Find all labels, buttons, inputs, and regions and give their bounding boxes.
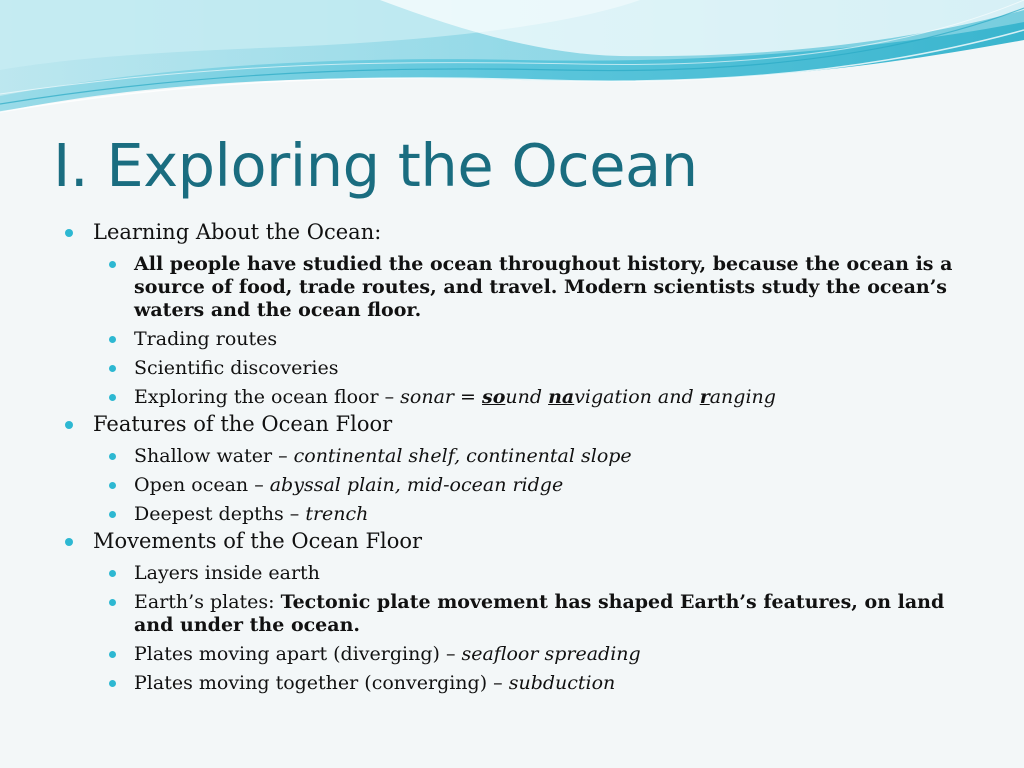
list-item-plates-apart xyxy=(62,643,967,666)
wave-header-decoration xyxy=(0,0,1024,130)
list-item-shallow-water xyxy=(62,445,967,468)
list-item-italic: abyssal plain, mid-ocean ridge xyxy=(269,474,564,496)
slide-content xyxy=(62,217,967,695)
list-item-italic: seafloor spreading xyxy=(461,643,641,665)
list-item-lead: Earth’s plates: xyxy=(134,591,281,613)
list-item-trading-routes xyxy=(62,328,967,351)
list-item-exploring-floor xyxy=(62,386,967,409)
list-item-earths-plates xyxy=(62,591,967,637)
acronym-letters-na: na xyxy=(548,386,575,408)
list-item-deepest-depths xyxy=(62,503,967,526)
acronym-rest-vigation: vigation and xyxy=(574,386,700,408)
acronym-letters-so: so xyxy=(482,386,506,408)
bullet-icon xyxy=(109,365,116,372)
sonar-term: sonar xyxy=(400,386,455,408)
list-item-layers xyxy=(62,562,967,585)
list-item-lead: Exploring the ocean floor – xyxy=(134,386,401,408)
bullet-icon xyxy=(109,336,116,343)
list-item-open-ocean xyxy=(62,474,967,497)
list-item-lead: Shallow water – xyxy=(134,445,294,467)
section-heading-text: Features of the Ocean Floor xyxy=(93,412,393,436)
list-item-lead: Plates moving apart (diverging) – xyxy=(134,643,462,665)
list-item-lead: Deepest depths – xyxy=(134,503,306,525)
acronym-letter-r: r xyxy=(699,386,710,408)
bullet-icon xyxy=(109,651,116,658)
acronym-rest-anging: anging xyxy=(709,386,776,408)
section-heading-movements xyxy=(62,527,967,556)
list-item-all-people xyxy=(62,253,967,322)
section-heading-text: Learning About the Ocean: xyxy=(93,220,382,244)
list-item-italic: continental shelf, continental slope xyxy=(293,445,632,467)
section-heading-features xyxy=(62,410,967,439)
bullet-icon xyxy=(109,680,116,687)
list-item-plates-together xyxy=(62,672,967,695)
slide-title: I. Exploring the Ocean xyxy=(53,131,698,200)
bullet-icon xyxy=(109,394,116,401)
list-item-italic: trench xyxy=(305,503,369,525)
list-item-lead: Open ocean – xyxy=(134,474,270,496)
list-item-scientific-discoveries xyxy=(62,357,967,380)
bullet-icon xyxy=(65,538,73,546)
list-item-text: Layers inside earth xyxy=(134,562,320,584)
acronym-rest-und: und xyxy=(505,386,549,408)
bullet-icon xyxy=(109,511,116,518)
list-item-text: Trading routes xyxy=(134,328,278,350)
list-item-text: All people have studied the ocean throughout history, because the ocean is a source of food, trade routes, and travel. Modern scientists study the ocean’s waters and the ocean floor. xyxy=(134,253,953,321)
bullet-icon xyxy=(109,453,116,460)
bullet-icon xyxy=(109,599,116,606)
list-item-lead: Plates moving together (converging) – xyxy=(134,672,509,694)
list-item-italic: subduction xyxy=(508,672,616,694)
bullet-icon xyxy=(109,261,116,268)
bullet-icon xyxy=(65,229,73,237)
section-heading-learning xyxy=(62,218,967,247)
list-item-text: Scientific discoveries xyxy=(134,357,339,379)
bullet-icon xyxy=(109,482,116,489)
list-item-bold: Tectonic plate movement has shaped Earth’s features, on land and under the ocean. xyxy=(134,591,945,636)
bullet-icon xyxy=(109,570,116,577)
equals-sign: = xyxy=(454,386,483,408)
section-heading-text: Movements of the Ocean Floor xyxy=(93,529,423,553)
bullet-icon xyxy=(65,421,73,429)
